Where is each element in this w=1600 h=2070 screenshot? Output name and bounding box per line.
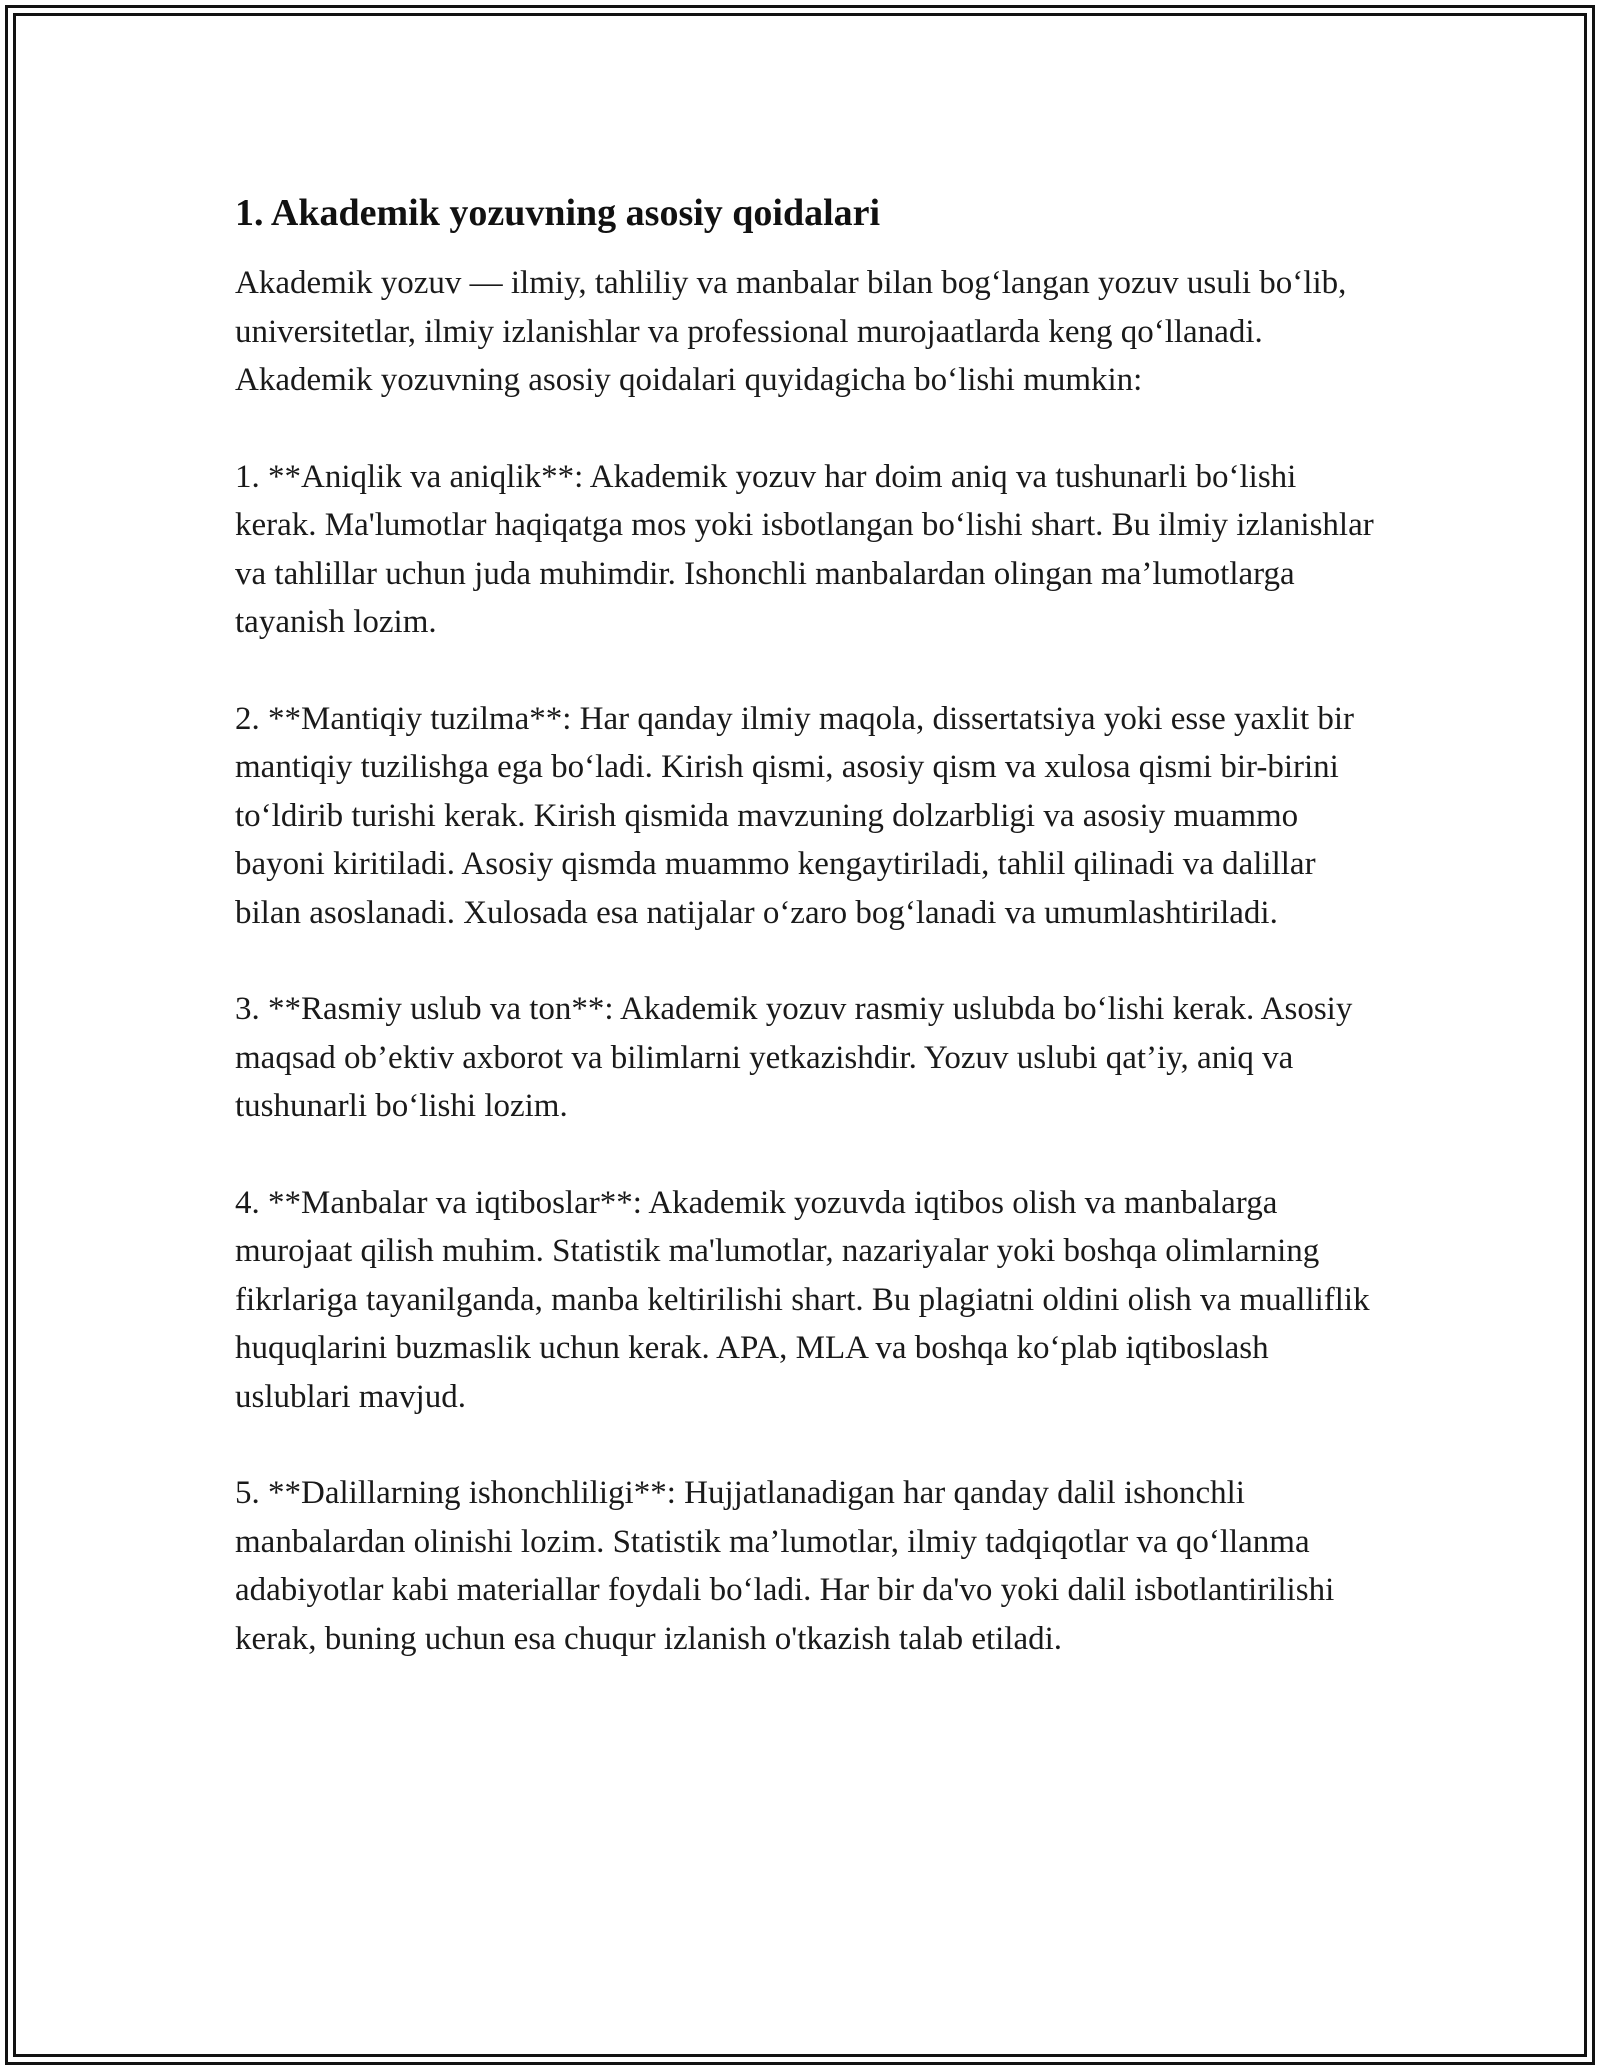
rule-paragraph-5: 5. **Dalillarning ishonchliligi**: Hujjatlanadigan har qanday dalil ishonchli manbalardan olinishi lozim. Statistik ma’lumotlar, ilmiy tadqiqotlar va qo‘llanma adabiyotlar kabi materiallar foydali bo‘ladi. Har bir da'vo yoki dalil isbotlantirilishi kerak, buning uchun esa chuqur izlanish o'tkazish talab etiladi.	[235, 1475, 1335, 1657]
rule-paragraph-4: 4. **Manbalar va iqtiboslar**: Akademik yozuvda iqtibos olish va manbalarga murojaat qilish muhim. Statistik ma'lumotlar, nazariyalar yoki boshqa olimlarning fikrlariga tayanilganda, manba keltirilishi shart. Bu plagiatni oldini olish va mualliflik huquqlarini buzmaslik uchun kerak. APA, MLA va boshqa ko‘plab iqtiboslash uslublari mavjud.	[235, 1184, 1370, 1415]
section-heading: 1. Akademik yozuvning asosiy qoidalari	[235, 192, 881, 234]
intro-paragraph: Akademik yozuv — ilmiy, tahliliy va manbalar bilan bog‘langan yozuv usuli bo‘lib, universitetlar, ilmiy izlanishlar va professional murojaatlarda keng qo‘llanadi. Akademik yozuvning asosiy qoidalari quyidagicha bo‘lishi mumkin:	[235, 265, 1347, 398]
rule-paragraph-2: 2. **Mantiqiy tuzilma**: Har qanday ilmiy maqola, dissertatsiya yoki esse yaxlit bir mantiqiy tuzilishga ega bo‘ladi. Kirish qismi, asosiy qism va xulosa qismi bir-birini to‘ldirib turishi kerak. Kirish qismida mavzuning dolzarbligi va asosiy muammo bayoni kiritiladi. Asosiy qismda muammo kengaytiriladi, tahlil qilinadi va dalillar bilan asoslanadi. Xulosada esa natijalar o‘zaro bog‘lanadi va umumlashtiriladi.	[235, 700, 1355, 931]
rule-paragraph-1: 1. **Aniqlik va aniqlik**: Akademik yozuv har doim aniq va tushunarli bo‘lishi kerak. Ma'lumotlar haqiqatga mos yoki isbotlangan bo‘lishi shart. Bu ilmiy izlanishlar va tahlillar uchun juda muhimdir. Ishonchli manbalardan olingan ma’lumotlarga tayanish lozim.	[235, 458, 1374, 640]
document-body	[235, 185, 1385, 1663]
rule-paragraph-3: 3. **Rasmiy uslub va ton**: Akademik yozuv rasmiy uslubda bo‘lishi kerak. Asosiy maqsad ob’ektiv axborot va bilimlarni yetkazishdir. Yozuv uslubi qat’iy, aniq va tushunarli bo‘lishi lozim.	[235, 991, 1353, 1124]
